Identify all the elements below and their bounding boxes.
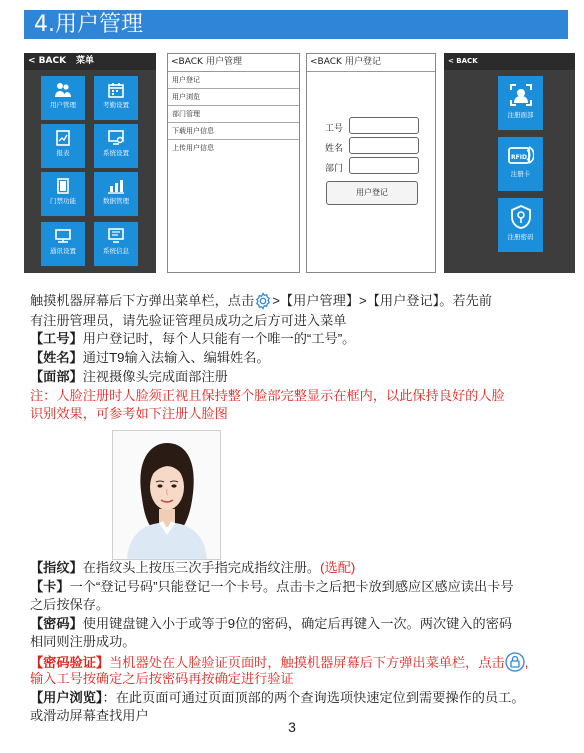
- page-number: 3: [288, 719, 296, 735]
- register-methods-screen: [444, 53, 575, 273]
- face-note-line-1: 注：人脸注册时人脸须正视且保持整个脸部完整显示在框内，以此保持良好的人脸: [30, 388, 505, 403]
- password-shield-icon: [510, 205, 532, 229]
- door-icon: [54, 178, 72, 194]
- tile-label: 通讯设置: [50, 247, 76, 255]
- tile-label: 用户管理: [50, 101, 76, 109]
- password-text: 使用键盘键入小于或等于9位的密码，确定后再键入一次。两次键入的密码: [82, 616, 513, 631]
- intro-text: 触摸机器屏幕后下方弹出菜单栏，点击: [30, 293, 255, 308]
- rfid-card-icon: [508, 144, 534, 166]
- field-row-id: [325, 121, 343, 134]
- id-label: 【工号】: [30, 331, 83, 346]
- fingerprint-label: 【指纹】: [30, 560, 83, 575]
- field-label-id: 工号: [325, 124, 344, 134]
- tile-label: 报表: [56, 149, 70, 157]
- calendar-icon: [107, 82, 125, 98]
- tile-attendance-settings[interactable]: [94, 76, 138, 120]
- optional-tag: (选配): [320, 560, 356, 575]
- browse-description-line-1: [30, 689, 570, 707]
- tile-reports[interactable]: [41, 124, 85, 168]
- users-icon: [54, 82, 72, 98]
- tile-label: 注册面部: [507, 111, 534, 119]
- tile-label: 数据管理: [103, 197, 129, 205]
- browse-label: 【用户浏览】: [30, 690, 103, 705]
- password-description-line-1: [30, 615, 570, 633]
- communication-icon: [54, 228, 72, 244]
- system-info-icon: [107, 228, 125, 244]
- field-row-department: [325, 161, 343, 174]
- name-text: 通过T9输入法输入、编辑姓名。: [82, 350, 270, 365]
- id-text: 用户登记时，每个人只能有一个唯一的“工号”。: [82, 331, 356, 346]
- tile-access-control[interactable]: [41, 172, 85, 216]
- name-description: [30, 349, 570, 367]
- tile-label: 系统信息: [103, 247, 129, 255]
- face-icon: [509, 83, 533, 107]
- tile-register-face[interactable]: [498, 76, 543, 130]
- fingerprint-text: 在指纹头上按压三次手指完成指纹注册。: [82, 560, 321, 575]
- back-button[interactable]: < BACK: [448, 57, 478, 65]
- field-label-department: 部门: [325, 164, 344, 174]
- password-description-line-2: 相同则注册成功。: [30, 634, 136, 649]
- name-input[interactable]: [349, 137, 419, 154]
- face-label: 【面部】: [30, 369, 83, 384]
- browse-description-line-2: 或滑动屏幕查找用户: [30, 708, 149, 723]
- face-description: [30, 368, 570, 386]
- report-icon: [54, 130, 72, 146]
- id-input[interactable]: [349, 117, 419, 134]
- tile-label: 注册密码: [507, 233, 534, 241]
- user-register-screen: [306, 53, 436, 273]
- comma: ,: [524, 655, 529, 670]
- password-verify-text: 当机器处在人脸验证页面时，触摸机器屏幕后下方弹出菜单栏，点击: [109, 655, 505, 670]
- back-button[interactable]: <BACK: [171, 57, 203, 67]
- user-management-title: 用户管理: [206, 57, 243, 67]
- tile-label: 考勤设置: [103, 101, 129, 109]
- tile-user-management[interactable]: [41, 76, 85, 120]
- card-description-line-1: [30, 578, 570, 596]
- data-chart-icon: [107, 178, 125, 194]
- tile-label: 系统设置: [103, 149, 129, 157]
- department-input[interactable]: [349, 157, 419, 174]
- field-row-name: [325, 141, 343, 154]
- field-label-name: 姓名: [325, 144, 344, 154]
- name-label: 【姓名】: [30, 350, 83, 365]
- user-register-title: 用户登记: [345, 57, 382, 67]
- face-note-line-2: 识别效果，可参考如下注册人脸图: [30, 406, 228, 421]
- id-description: [30, 330, 570, 348]
- password-verify-label: 【密码验证】: [30, 655, 110, 670]
- menu-screen-topbar: [24, 53, 156, 70]
- menu-item-download-users[interactable]: 下载用户信息: [168, 123, 299, 140]
- password-label: 【密码】: [30, 616, 83, 631]
- menu-item-upload-users[interactable]: 上传用户信息: [172, 144, 214, 152]
- svg-text:RFID: RFID: [510, 154, 527, 161]
- user-register-button[interactable]: 用户登记: [326, 181, 418, 205]
- tile-data-management[interactable]: [94, 172, 138, 216]
- tile-system-info[interactable]: [94, 222, 138, 266]
- user-management-topbar: [168, 54, 299, 72]
- back-button[interactable]: < BACK: [28, 56, 67, 66]
- fingerprint-description: [30, 559, 570, 577]
- user-management-screen: [167, 53, 300, 273]
- tile-label: 注册卡: [510, 170, 531, 178]
- section-header: [24, 10, 568, 39]
- system-settings-icon: [107, 130, 125, 146]
- card-label: 【卡】: [30, 579, 70, 594]
- menu-item-user-register[interactable]: 用户登记: [168, 72, 299, 89]
- back-button[interactable]: <BACK: [310, 57, 342, 67]
- tile-label: 门禁功能: [50, 197, 76, 205]
- register-methods-topbar: [444, 53, 575, 70]
- tile-communication-settings[interactable]: [41, 222, 85, 266]
- menu-screen: [24, 53, 156, 273]
- browse-text: ：在此页面可通过页面顶部的两个查询选项快速定位到需要操作的员工。: [102, 690, 525, 705]
- intro-line-2: 有注册管理员，请先验证管理员成功之后方可进入菜单: [30, 313, 347, 328]
- tile-register-card[interactable]: [498, 137, 543, 191]
- card-text: 一个“登记号码”只能登记一个卡号。点击卡之后把卡放到感应区感应读出卡号: [69, 579, 514, 594]
- card-description-line-2: 之后按保存。: [30, 597, 110, 612]
- tile-system-settings[interactable]: [94, 124, 138, 168]
- intro-text-path: >【用户管理】>【用户登记】。若先前: [272, 293, 492, 308]
- sample-face-photo: [112, 430, 221, 560]
- password-verify-line-2: 输入工号按确定之后按密码再按确定进行验证: [30, 671, 294, 686]
- user-register-topbar: [307, 54, 435, 72]
- menu-item-department[interactable]: 部门管理: [168, 106, 299, 123]
- tile-register-password[interactable]: [498, 198, 543, 252]
- face-text: 注视摄像头完成面部注册: [82, 369, 228, 384]
- menu-title: 菜单: [76, 56, 95, 66]
- menu-item-user-browse[interactable]: 用户浏览: [168, 89, 299, 106]
- section-title: 4.用户管理: [34, 12, 143, 37]
